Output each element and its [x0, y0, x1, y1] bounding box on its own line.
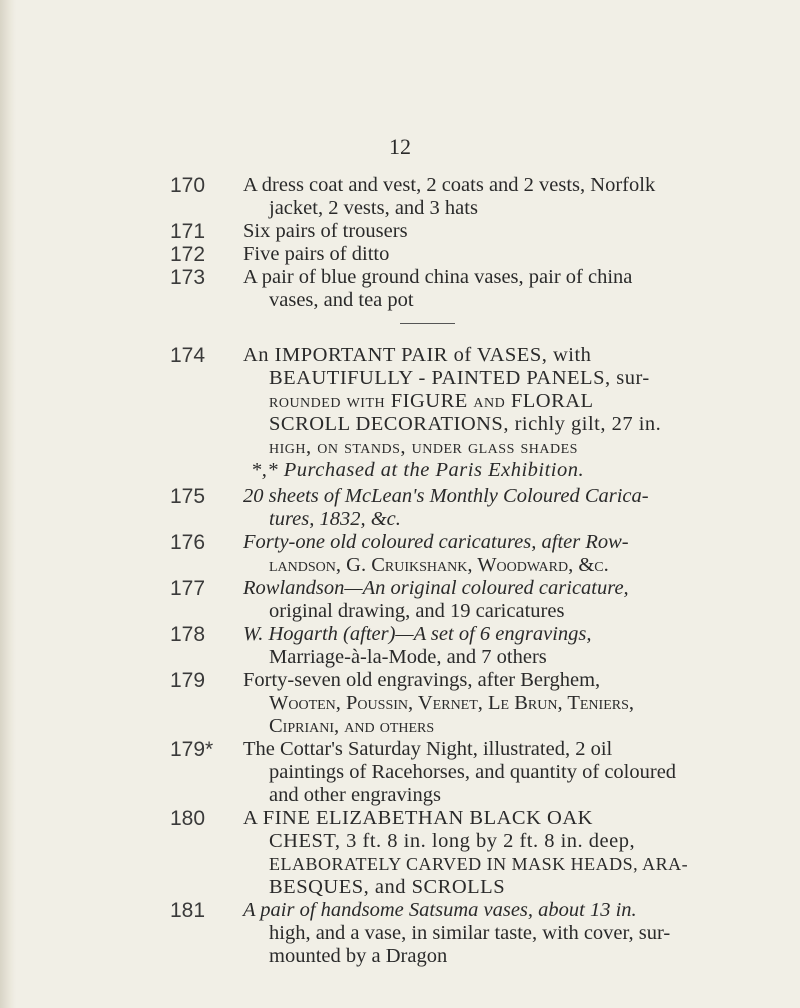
lot-178-line-1: W. Hogarth (after)—A set of 6 engravings,: [243, 623, 592, 645]
lot-176-line-2: landson, G. Cruikshank, Woodward, &c.: [269, 554, 609, 576]
lot-number-171: 171: [170, 220, 206, 243]
lot-number-180: 180: [170, 807, 206, 830]
lot-description-170: [243, 174, 763, 220]
lot-180-line-4: BESQUES, and SCROLLS: [269, 876, 506, 898]
lot-180-line-1: A FINE ELIZABETHAN BLACK OAK: [243, 807, 593, 829]
lot-number-174: 174: [170, 344, 206, 367]
lot-175-line-2: tures, 1832, &c.: [269, 508, 401, 530]
lot-description-171: [243, 220, 763, 243]
lot-description-180: [243, 807, 763, 899]
lot-174-line-5: high, on stands, under glass shades: [269, 436, 578, 458]
lot-number-181: 181: [170, 899, 206, 922]
lot-description-179-star: [243, 738, 763, 807]
lot-181-line-1: A pair of handsome Satsuma vases, about 13 in.: [243, 899, 637, 921]
lot-170-line-2: jacket, 2 vests, and 3 hats: [269, 197, 478, 219]
lot-description-181: [243, 899, 763, 968]
lot-number-179: 179: [170, 669, 206, 692]
lot-178-line-2: Marriage-à-la-Mode, and 7 others: [269, 646, 547, 668]
lot-173-line-1: A pair of blue ground china vases, pair of china: [243, 266, 633, 288]
lot-description-172: [243, 243, 763, 266]
lot-number-178: 178: [170, 623, 206, 646]
lot-number-175: 175: [170, 485, 206, 508]
lot-179-star-line-1: The Cottar's Saturday Night, illustrated, 2 oil: [243, 738, 613, 760]
lot-number-177: 177: [170, 577, 206, 600]
lot-number-172: 172: [170, 243, 206, 266]
lot-number-170: 170: [170, 174, 206, 197]
lot-177-line-2: original drawing, and 19 caricatures: [269, 600, 565, 622]
lot-179-line-2: Wooten, Poussin, Vernet, Le Brun, Teniers,: [269, 692, 634, 714]
lot-number-179-star: 179*: [170, 738, 214, 761]
lot-179-star-line-3: and other engravings: [269, 784, 441, 806]
lot-173-line-2: vases, and tea pot: [269, 289, 414, 311]
lot-description-179: [243, 669, 763, 738]
lot-number-176: 176: [170, 531, 206, 554]
lot-171-line-1: Six pairs of trousers: [243, 220, 408, 242]
lot-179-star-line-2: paintings of Racehorses, and quantity of coloured: [269, 761, 677, 783]
lot-179-line-1: Forty-seven old engravings, after Berghem,: [243, 669, 601, 691]
lot-174-line-2: BEAUTIFULLY - PAINTED PANELS, sur-: [269, 367, 650, 389]
lot-180-line-2: CHEST, 3 ft. 8 in. long by 2 ft. 8 in. deep,: [269, 830, 636, 852]
lot-174-line-4: SCROLL DECORATIONS, richly gilt, 27 in.: [269, 413, 662, 435]
lot-180-line-3: ELABORATELY CARVED IN MASK HEADS, ARA-: [269, 854, 689, 874]
lot-174-line-1: An IMPORTANT PAIR of VASES, with: [243, 344, 592, 366]
lot-number-173: 173: [170, 266, 206, 289]
lot-172-line-1: Five pairs of ditto: [243, 243, 390, 265]
lot-181-line-3: mounted by a Dragon: [269, 945, 448, 967]
lot-179-line-3: Cipriani, and others: [269, 715, 435, 737]
lot-description-173: [243, 266, 763, 312]
lot-170-line-1: A dress coat and vest, 2 coats and 2 vests, Norfolk: [243, 174, 656, 196]
page-number: 12: [389, 134, 411, 159]
lot-description-175: [243, 485, 763, 531]
lot-174-line-3: rounded with FIGURE and FLORAL: [269, 390, 594, 412]
lot-176-line-1: Forty-one old coloured caricatures, after Row-: [243, 531, 629, 553]
lot-174-note: *,* Purchased at the Paris Exhibition.: [251, 459, 585, 481]
section-divider: [400, 323, 455, 324]
lot-description-178: [243, 623, 763, 669]
lot-181-line-2: high, and a vase, in similar taste, with cover, sur-: [269, 922, 671, 944]
lot-177-line-1: Rowlandson—An original coloured caricature,: [243, 577, 629, 599]
lot-description-174: [243, 344, 763, 482]
lot-175-line-1: 20 sheets of McLean's Monthly Coloured Carica-: [243, 485, 649, 507]
lot-description-177: [243, 577, 763, 623]
lot-description-176: [243, 531, 763, 577]
